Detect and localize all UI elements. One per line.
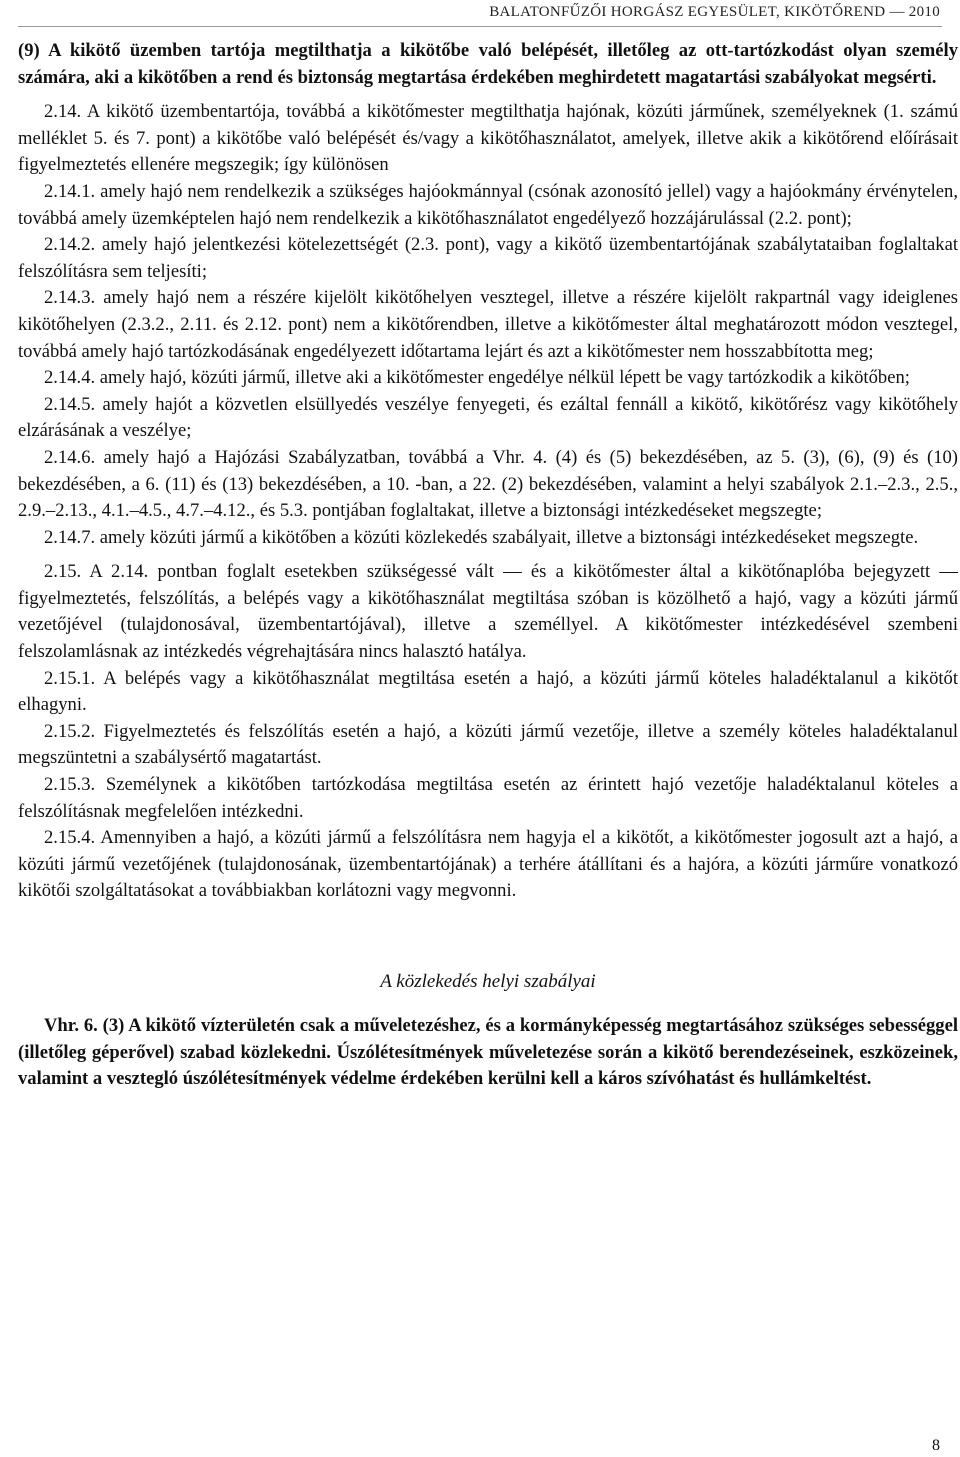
document-body (18, 38, 958, 1093)
page-number: 8 (932, 1437, 940, 1454)
paragraph-2-14-5: 2.14.5. amely hajót a közvetlen elsüllyedés veszélye fenyegeti, és ezáltal fennáll a kikötő, kikötőrész vagy kikötőhely elzárásának a veszélye; (18, 393, 958, 442)
running-header: BALATONFŰZŐI HORGÁSZ EGYESÜLET, KIKÖTŐREND — 2010 (489, 4, 940, 20)
paragraph-2-15-1: 2.15.1. A belépés vagy a kikötőhasználat megtiltása esetén a hajó, a közúti jármű köteles haladéktalanul a kikötőt elhagyni. (18, 667, 958, 716)
header-rule (18, 26, 942, 27)
paragraph-2-14-3: 2.14.3. amely hajó nem a részére kijelölt kikötőhelyen vesztegel, illetve a részére kijelölt rakpartnál vagy ideiglenes kikötőhelyen (2.3.2., 2.11. és 2.12. pont) nem a kikötőrendben, illetve a kikötőmester által meghatározott módon vesztegel, továbbá amely hajó tartózkodásának engedélyezett időtartama lejárt és azt a kikötőmester nem hosszabbította meg; (18, 287, 958, 362)
paragraph-2-14: 2.14. A kikötő üzembentartója, továbbá a kikötőmester megtilthatja hajónak, közúti járműnek, személyeknek (1. számú melléklet 5. és 7. pont) a kikötőbe való belépését és/vagy a kikötőhasználatot, amelyek, illetve akik a kikötőrend előírásait figyelmeztetés ellenére megszegik; így különösen (18, 101, 958, 176)
paragraph-2-14-1: 2.14.1. amely hajó nem rendelkezik a szükséges hajóokmánnyal (csónak azonosító jellel) vagy a hajóokmány érvénytelen, továbbá amely üzemképtelen hajó nem rendelkezik a kikötőhasználatot engedélyező hozzájárulással (2.2. pont); (18, 180, 958, 229)
paragraph-2-15: 2.15. A 2.14. pontban foglalt esetekben szükségessé vált — és a kikötőmester által a kikötőnaplóba bejegyzett — figyelmeztetés, felszólítás, a belépés vagy a kikötőhasználat megtiltása szóban is közölhető a hajó, vagy a közúti jármű vezetőjével (tulajdonosával, üzembentartójával), illetve a személlyel. A kikötőmester intézkedésével szembeni felszolamlásnak az intézkedés végrehajtására nincs halasztó hatálya. (18, 561, 958, 663)
paragraph-2-14-7: 2.14.7. amely közúti jármű a kikötőben a közúti közlekedés szabályait, illetve a biztonsági intézkedéseket megszegte. (44, 526, 919, 548)
paragraph-2-15-3: 2.15.3. Személynek a kikötőben tartózkodása megtiltása esetén az érintett hajó vezetője haladéktalanul köteles a felszólításnak megfelelően intézkedni. (18, 774, 958, 822)
paragraph-2-15-4: 2.15.4. Amennyiben a hajó, a közúti jármű a felszólításra nem hagyja el a kikötőt, a kikötőmester jogosult azt a hajó, a közúti jármű vezetőjének (tulajdonosának, üzembentartójának) a terhére átállítani és a hajóra, a közúti járműre vonatkozó kikötői szolgáltatásokat a továbbiakban korlátozni vagy megvonni. (18, 827, 958, 902)
paragraph-2-14-6: 2.14.6. amely hajó a Hajózási Szabályzatban, továbbá a Vhr. 4. (4) és (5) bekezdésében, az 5. (3), (6), (9) és (10) bekezdésében, a 6. (11) és (13) bekezdésében, a 10. -ban, a 22. (2) bekezdésében, valamint a helyi szabályok 2.1.–2.3., 2.5., 2.9.–2.13., 4.1.–4.5., 4.7.–4.12., és 5.3. pontjában foglaltakat, illetve a biztonsági intézkedéseket megszegte; (18, 446, 958, 522)
paragraph-vhr-6: Vhr. 6. (3) A kikötő vízterületén csak a műveletezéshez, és a kormányképesség megtartásához szükséges sebességgel (illetőleg géperővel) szabad közlekedni. Úszólétesítmények műveletezése során a kikötő berendezéseinek, eszközeinek, valamint a vesztegló úszólétesítmények védelme érdekében kerülni kell a káros szívóhatást és hullámkeltést. (18, 1015, 958, 1090)
paragraph-2-14-2: 2.14.2. amely hajó jelentkezési kötelezettségét (2.3. pont), vagy a kikötő üzembentartójának szabálytataiban foglaltakat felszólításra sem teljesíti; (18, 234, 958, 282)
paragraph-2-14-4: 2.14.4. amely hajó, közúti jármű, illetve aki a kikötőmester engedélye nélkül lépett be vagy tartózkodik a kikötőben; (44, 367, 910, 389)
paragraph-9: (9) A kikötő üzemben tartója megtilthatja a kikötőbe való belépését, illetőleg az ott-tartózkodást olyan személy számára, aki a kikötőben a rend és biztonság megtartása érdekében meghirdetett magatartási szabályokat megsérti. (18, 40, 958, 88)
paragraph-2-15-2: 2.15.2. Figyelmeztetés és felszólítás esetén a hajó, a közúti jármű vezetője, illetve a személy köteles haladéktalanul megszüntetni a szabálysértő magatartást. (18, 720, 958, 769)
section-heading: A közlekedés helyi szabályai (380, 971, 596, 992)
